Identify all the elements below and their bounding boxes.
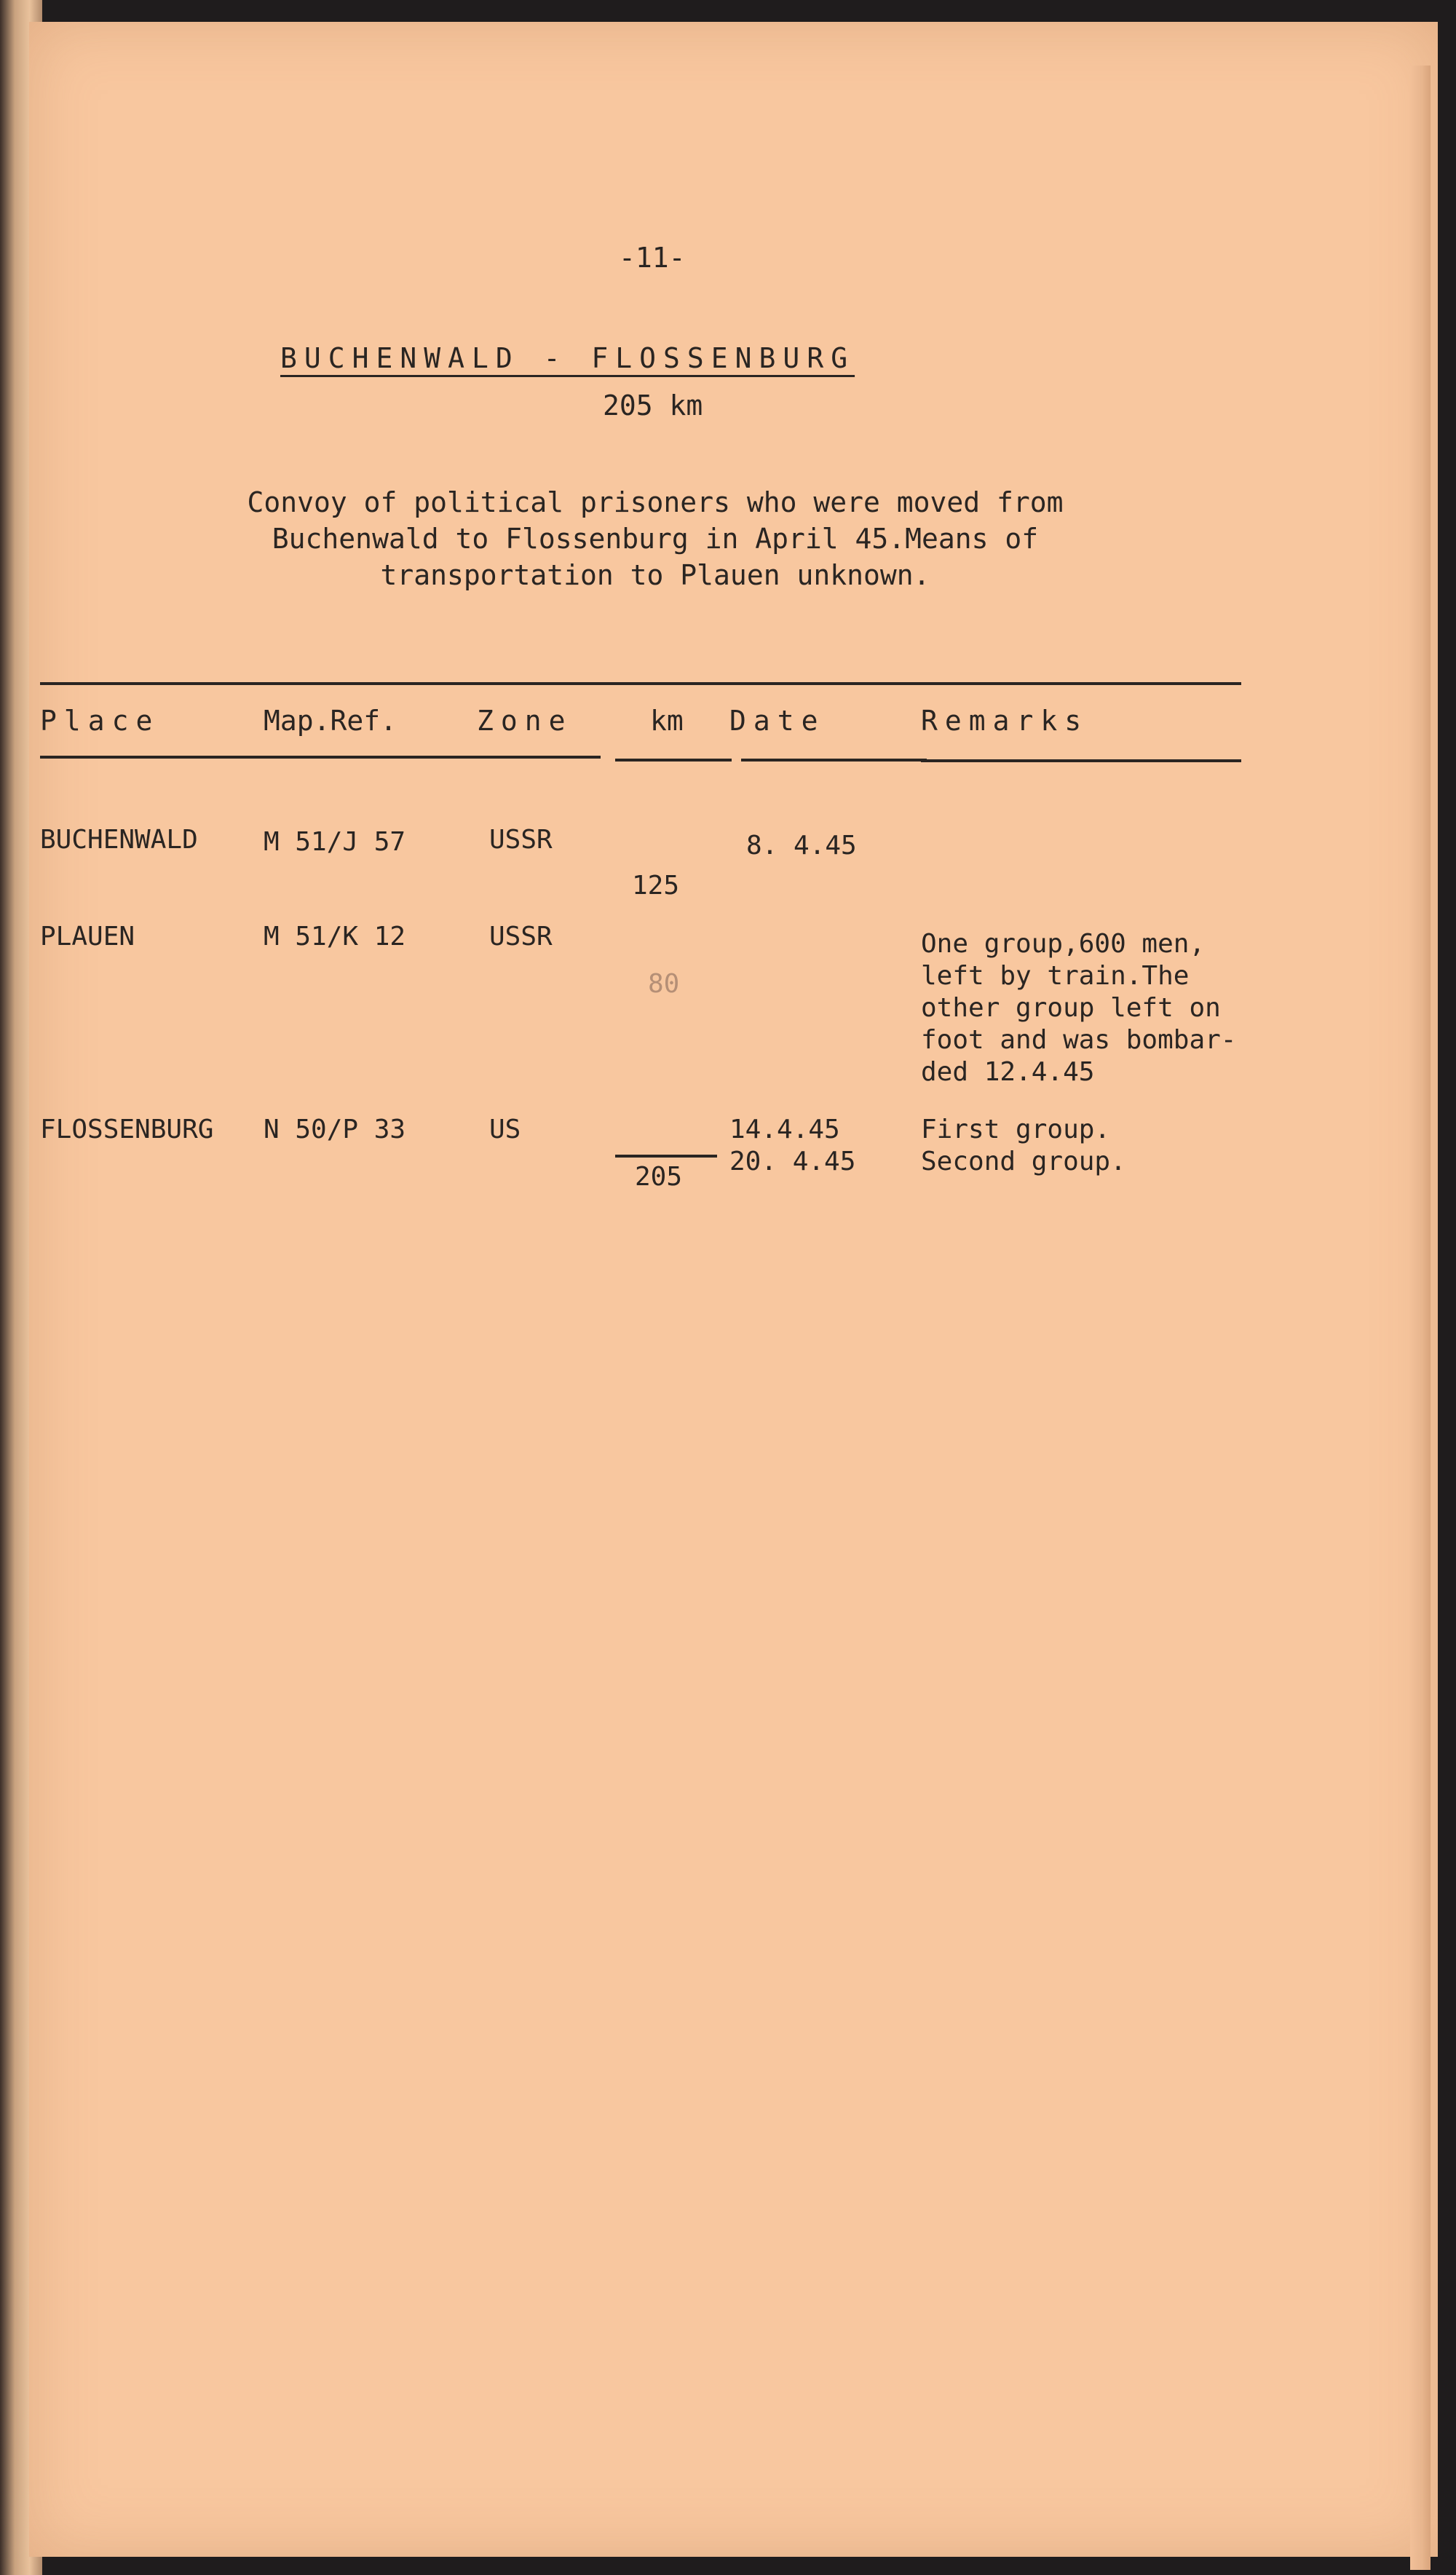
header-place: Place (40, 705, 160, 737)
header-rule-km (615, 759, 732, 762)
table-cell-map-ref: M 51/K 12 (264, 922, 406, 952)
table-top-rule (40, 682, 1241, 685)
table-cell-zone: US (489, 1115, 521, 1144)
header-rule-date (741, 759, 927, 762)
header-map-ref: Map.Ref. (264, 705, 397, 737)
document-title: BUCHENWALD - FLOSSENBURG (280, 342, 855, 374)
table-cell-place: PLAUEN (40, 922, 135, 952)
header-zone: Zone (477, 705, 573, 737)
page-number: -11- (619, 242, 686, 274)
table-cell-map-ref: N 50/P 33 (264, 1115, 406, 1144)
page-edge (1410, 66, 1431, 2570)
table-cell-km: 80 (648, 969, 680, 999)
table-cell-zone: USSR (489, 825, 553, 855)
table-cell-km-total: 205 (635, 1162, 683, 1192)
convoy-description: Convoy of political prisoners who were moved from Buchenwald to Flossenburg in April 45.Means of transportation to Plauen unknown. (247, 486, 1064, 591)
table-cell-remarks: First group. Second group. (921, 1115, 1126, 1176)
table-cell-place: FLOSSENBURG (40, 1115, 214, 1144)
header-remarks: Remarks (921, 705, 1089, 737)
table-cell-place: BUCHENWALD (40, 825, 198, 855)
km-sum-rule (615, 1155, 717, 1158)
total-distance: 205 km (603, 389, 703, 422)
table-cell-date: 14.4.45 20. 4.45 (729, 1115, 856, 1176)
table-cell-remarks: One group,600 men, left by train.The other group left on foot and was bombar- ded 12.4.45 (921, 929, 1237, 1087)
table-cell-km: 125 (632, 871, 680, 901)
document-page (29, 22, 1438, 2557)
header-rule-left (40, 756, 601, 759)
header-rule-remarks (921, 759, 1241, 762)
header-km: km (650, 705, 684, 737)
table-cell-zone: USSR (489, 922, 553, 952)
table-cell-date: 8. 4.45 (746, 831, 857, 861)
table-cell-map-ref: M 51/J 57 (264, 827, 406, 857)
header-date: Date (729, 705, 826, 737)
